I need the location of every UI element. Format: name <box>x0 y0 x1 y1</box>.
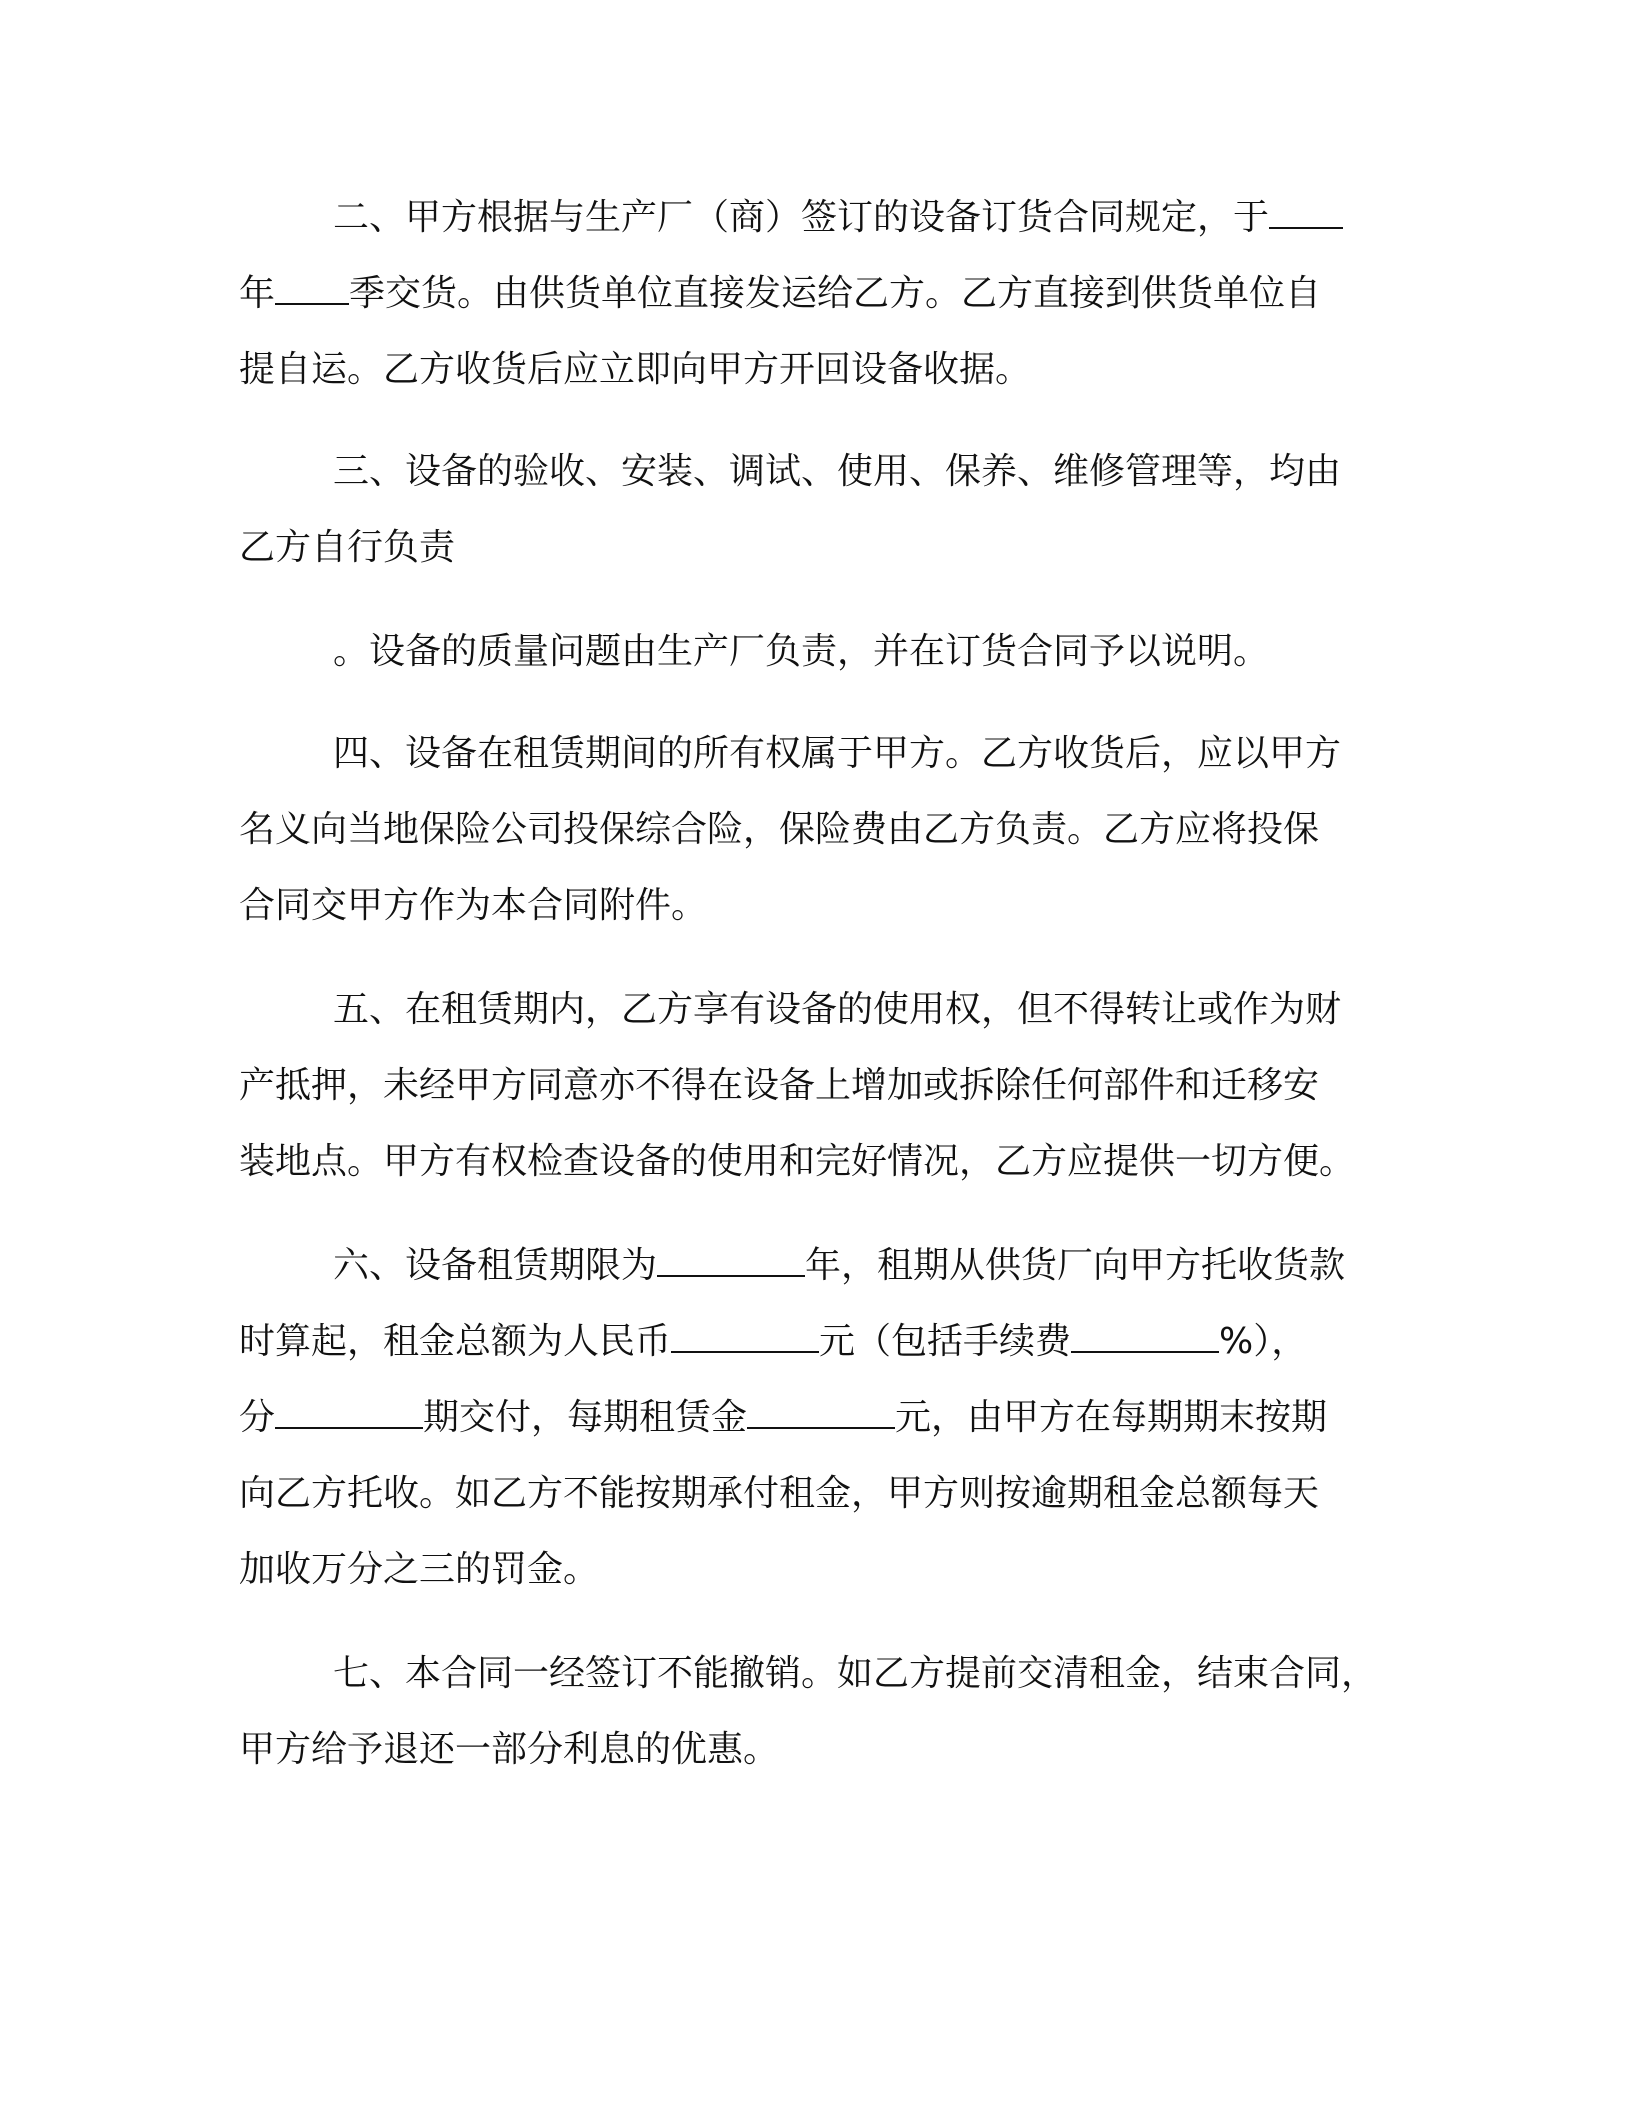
clause-5-line-3: 装地点。甲方有权检查设备的使用和完好情况，乙方应提供一切方便。 <box>239 1141 1356 1182</box>
clause-2-text: 二、甲方根据与生产厂（商）签订的设备订货合同规定，于 <box>333 197 1270 238</box>
fill-blank-installment-amount[interactable] <box>747 1397 895 1429</box>
clause-2-line-2 <box>239 272 1321 316</box>
clause-6-line-1 <box>333 1244 1345 1288</box>
clause-2-text: 年 <box>239 273 276 314</box>
clause-6-text: 年，租期从供货厂向甲方托收货款 <box>805 1245 1346 1286</box>
clause-6-text: 分 <box>239 1397 276 1438</box>
clause-3-line-2: 乙方自行负责 <box>239 527 456 568</box>
clause-5-line-2: 产抵押，未经甲方同意亦不得在设备上增加或拆除任何部件和迁移安 <box>239 1065 1320 1106</box>
clause-6-line-2 <box>239 1320 1307 1364</box>
fill-blank-season[interactable] <box>275 273 349 305</box>
clause-2-line-3: 提自运。乙方收货后应立即向甲方开回设备收据。 <box>239 349 1032 390</box>
fill-blank-fee-percent[interactable] <box>1071 1321 1219 1353</box>
fill-blank-year[interactable] <box>1269 197 1343 229</box>
clause-2-line-1 <box>333 196 1343 240</box>
clause-6-text: 期交付，每期租赁金 <box>423 1397 748 1438</box>
clause-6-line-4: 向乙方托收。如乙方不能按期承付租金，甲方则按逾期租金总额每天 <box>239 1473 1320 1514</box>
clause-7-line-1: 七、本合同一经签订不能撤销。如乙方提前交清租金，结束合同， <box>333 1653 1378 1694</box>
clause-4-line-3: 合同交甲方作为本合同附件。 <box>239 885 708 926</box>
clause-2-text: 季交货。由供货单位直接发运给乙方。乙方直接到供货单位自 <box>349 273 1322 314</box>
clause-6-text: %）， <box>1219 1321 1308 1362</box>
fill-blank-total-rent[interactable] <box>671 1321 819 1353</box>
clause-6-text: 六、设备租赁期限为 <box>333 1245 658 1286</box>
clause-6-line-5: 加收万分之三的罚金。 <box>239 1549 600 1590</box>
clause-5-line-1: 五、在租赁期内，乙方享有设备的使用权，但不得转让或作为财 <box>333 989 1342 1030</box>
clause-3-line-3: 。设备的质量问题由生产厂负责，并在订货合同予以说明。 <box>333 631 1270 672</box>
clause-7-line-2: 甲方给予退还一部分利息的优惠。 <box>239 1729 780 1770</box>
fill-blank-lease-years[interactable] <box>657 1245 805 1277</box>
fill-blank-installments[interactable] <box>275 1397 423 1429</box>
clause-4-line-2: 名义向当地保险公司投保综合险，保险费由乙方负责。乙方应将投保 <box>239 809 1320 850</box>
clause-4-line-1: 四、设备在租赁期间的所有权属于甲方。乙方收货后，应以甲方 <box>333 733 1342 774</box>
clause-6-text: 元（包括手续费 <box>819 1321 1072 1362</box>
clause-6-text: 元，由甲方在每期期末按期 <box>895 1397 1328 1438</box>
clause-6-line-3 <box>239 1396 1327 1440</box>
clause-6-text: 时算起，租金总额为人民币 <box>239 1321 672 1362</box>
clause-3-line-1: 三、设备的验收、安装、调试、使用、保养、维修管理等，均由 <box>333 451 1342 492</box>
